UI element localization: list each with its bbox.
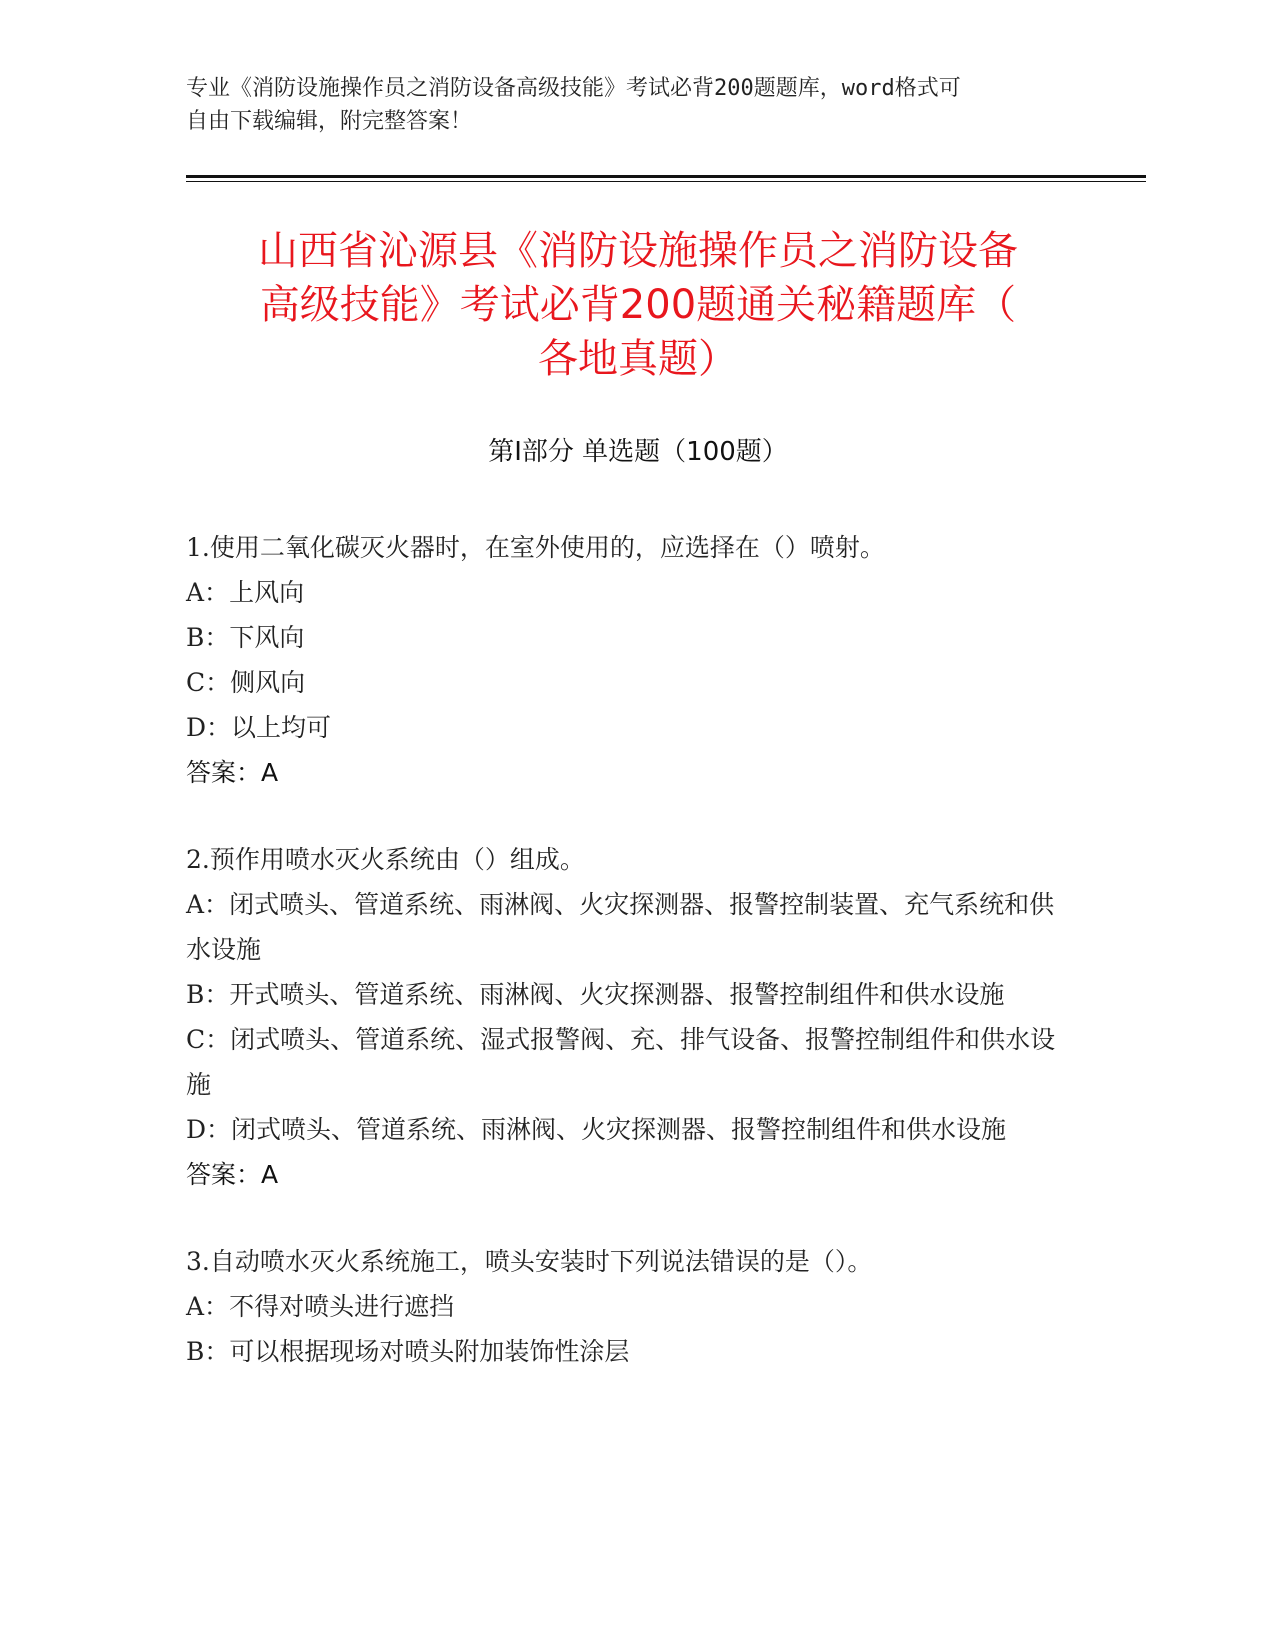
document-title: [186, 224, 1090, 386]
option-key: A：: [186, 890, 230, 919]
option-text: 闭式喷头、管道系统、雨淋阀、火灾探测器、报警控制装置、充气系统和供水设施: [186, 890, 1055, 964]
option-key: B：: [186, 980, 230, 1009]
question-1: [186, 525, 1068, 795]
option-key: A：: [186, 578, 230, 607]
header-note-line-2: 自由下载编辑，附完整答案！: [186, 109, 473, 134]
option-text: 闭式喷头、管道系统、湿式报警阀、充、排气设备、报警控制组件和供水设施: [186, 1025, 1056, 1099]
header-note-line-1: 专业《消防设施操作员之消防设备高级技能》考试必背200题题库，word格式可: [186, 76, 961, 101]
header-note: [186, 72, 1066, 138]
question-2: [186, 837, 1068, 1197]
question-list: [186, 525, 1068, 1374]
question-stem: 1.使用二氧化碳灭火器时，在室外使用的，应选择在（）喷射。: [186, 533, 885, 562]
answer-line: 答案：A: [186, 758, 279, 787]
option-d: [186, 1107, 1068, 1152]
option-text: 侧风向: [230, 668, 306, 697]
option-text: 闭式喷头、管道系统、雨淋阀、火灾探测器、报警控制组件和供水设施: [231, 1115, 1007, 1144]
question-3: [186, 1239, 1068, 1374]
option-c: [186, 660, 1068, 705]
option-c: [186, 1017, 1068, 1107]
option-text: 以上均可: [231, 713, 332, 742]
option-b: [186, 972, 1068, 1017]
option-b: [186, 615, 1068, 660]
document-title-line-2: 高级技能》考试必背200题通关秘籍题库（: [259, 282, 1017, 328]
header-divider-thin: [186, 181, 1146, 182]
option-key: C：: [186, 668, 231, 697]
document-title-line-1: 山西省沁源县《消防设施操作员之消防设备: [258, 228, 1018, 274]
option-d: [186, 705, 1068, 750]
option-key: D：: [186, 713, 232, 742]
option-key: C：: [186, 1025, 231, 1054]
option-a: [186, 570, 1068, 615]
option-text: 可以根据现场对喷头附加装饰性涂层: [229, 1337, 630, 1366]
answer-line: 答案：A: [186, 1160, 279, 1189]
option-b: [186, 1329, 1068, 1374]
option-key: D：: [186, 1115, 232, 1144]
section-heading: 第Ⅰ部分 单选题（100题）: [488, 437, 788, 467]
question-spacer: [186, 795, 1068, 837]
question-spacer: [186, 1197, 1068, 1239]
option-a: [186, 1284, 1068, 1329]
option-a: [186, 882, 1068, 972]
option-key: A：: [186, 1292, 230, 1321]
option-text: 上风向: [229, 578, 305, 607]
option-key: B：: [186, 623, 230, 652]
option-key: B：: [186, 1337, 230, 1366]
option-text: 不得对喷头进行遮挡: [229, 1292, 455, 1321]
question-stem: 3.自动喷水灭火系统施工，喷头安装时下列说法错误的是（）。: [186, 1247, 873, 1276]
option-text: 开式喷头、管道系统、雨淋阀、火灾探测器、报警控制组件和供水设施: [229, 980, 1005, 1009]
header-divider-thick: [186, 175, 1146, 178]
option-text: 下风向: [229, 623, 305, 652]
question-stem: 2.预作用喷水灭火系统由（）组成。: [186, 845, 585, 874]
document-title-line-3: 各地真题）: [538, 336, 738, 382]
